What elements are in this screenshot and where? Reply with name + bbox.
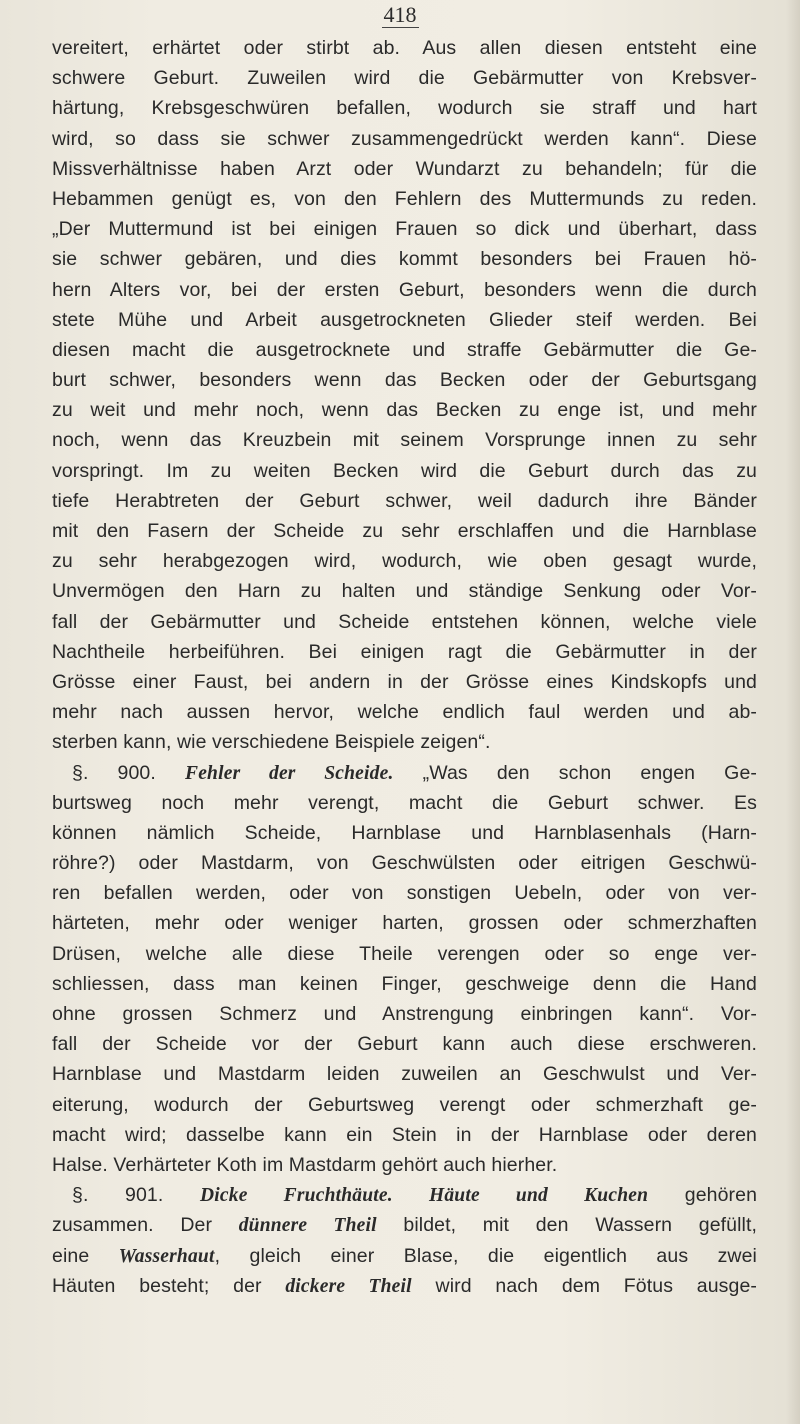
text-line <box>52 184 757 214</box>
text-run: härtung, Krebsgeschwüren befallen, wodurch sie straff und hart <box>52 97 757 120</box>
text-line <box>52 576 757 606</box>
text-run: sterben kann, wie verschiedene Beispiele zeigen“. <box>52 731 491 754</box>
text-run: ren befallen werden, oder von sonstigen Uebeln, oder von ver- <box>52 882 757 905</box>
text-run: härteten, mehr oder weniger harten, grossen oder schmerzhaften <box>52 912 757 935</box>
text-run: gehören <box>648 1184 758 1207</box>
text-line <box>52 365 757 395</box>
text-line <box>52 154 757 184</box>
text-line <box>52 607 757 637</box>
text-line <box>52 818 757 848</box>
text-line <box>52 637 757 667</box>
text-line <box>52 244 757 274</box>
text-run: Harnblase und Mastdarm leiden zuweilen an Geschwulst und Ver- <box>52 1063 757 1086</box>
text-run: eine <box>52 1244 119 1267</box>
text-line <box>52 1241 757 1271</box>
text-line <box>52 1029 757 1059</box>
text-run: Drüsen, welche alle diese Theile verengen oder so enge ver- <box>52 942 757 965</box>
text-line <box>52 999 757 1029</box>
text-run: mehr nach aussen hervor, welche endlich faul werden und ab- <box>52 701 757 724</box>
text-run: stete Mühe und Arbeit ausgetrockneten Glieder steif werden. Bei <box>52 308 757 331</box>
text-line <box>52 908 757 938</box>
page-number <box>0 2 800 28</box>
text-line <box>52 124 757 154</box>
text-line <box>52 33 757 63</box>
text-run: burtsweg noch mehr verengt, macht die Geburt schwer. Es <box>52 791 757 814</box>
text-run: Missverhältnisse haben Arzt oder Wundarzt zu behandeln; für die <box>52 157 757 180</box>
text-run: bildet, mit den Wassern gefüllt, <box>376 1214 757 1237</box>
scan-edge-shadow <box>786 0 800 1424</box>
text-run: vorspringt. Im zu weiten Becken wird die Geburt durch das zu <box>52 459 757 482</box>
body-text <box>52 33 757 1301</box>
text-line <box>52 878 757 908</box>
text-line <box>52 667 757 697</box>
text-run: §. 901. <box>72 1184 200 1207</box>
text-run: hern Alters vor, bei der ersten Geburt, besonders wenn die durch <box>52 278 757 301</box>
text-run: fall der Scheide vor der Geburt kann auch diese erschweren. <box>52 1033 757 1056</box>
text-line <box>52 395 757 425</box>
text-run: röhre?) oder Mastdarm, von Geschwülsten oder eitrigen Geschwü- <box>52 852 757 875</box>
text-line <box>52 1180 757 1210</box>
text-line <box>52 335 757 365</box>
text-line <box>52 214 757 244</box>
text-run: zu weit und mehr noch, wenn das Becken zu enge ist, und mehr <box>52 399 757 422</box>
text-run: Grösse einer Faust, bei andern in der Grösse eines Kindskopfs und <box>52 670 757 693</box>
text-line <box>52 275 757 305</box>
text-line <box>52 1120 757 1150</box>
text-run: eiterung, wodurch der Geburtsweg verengt oder schmerzhaft ge- <box>52 1093 757 1116</box>
text-run: vereitert, erhärtet oder stirbt ab. Aus allen diesen entsteht eine <box>52 37 757 59</box>
italic-heading-text: dickere Theil <box>285 1275 412 1297</box>
text-run: Nachtheile herbeiführen. Bei einigen ragt die Gebärmutter in der <box>52 640 757 663</box>
text-line <box>52 486 757 516</box>
text-run: Häuten besteht; der <box>52 1274 286 1297</box>
text-line <box>52 1059 757 1089</box>
text-run: zu sehr herabgezogen wird, wodurch, wie oben gesagt wurde, <box>52 550 757 573</box>
text-run: sie schwer gebären, und dies kommt besonders bei Frauen hö- <box>52 248 757 271</box>
italic-heading-text: Fehler der Scheide. <box>184 762 394 784</box>
text-line <box>52 305 757 335</box>
text-line <box>52 93 757 123</box>
text-run: §. 900. <box>72 761 185 784</box>
text-run: tiefe Herabtreten der Geburt schwer, weil dadurch ihre Bänder <box>52 489 757 512</box>
text-run: fall der Gebärmutter und Scheide entstehen können, welche viele <box>52 610 757 633</box>
text-line <box>52 1090 757 1120</box>
text-run: schwere Geburt. Zuweilen wird die Gebärmutter von Krebsver- <box>52 67 757 90</box>
page-number-text: 418 <box>383 2 417 27</box>
text-line <box>52 727 757 757</box>
text-run: ohne grossen Schmerz und Anstrengung einbringen kann“. Vor- <box>52 1003 757 1025</box>
text-line <box>52 939 757 969</box>
text-run: , gleich einer Blase, die eigentlich aus zwei <box>214 1244 757 1267</box>
text-run: noch, wenn das Kreuzbein mit seinem Vorsprunge innen zu sehr <box>52 429 757 452</box>
text-line <box>52 456 757 486</box>
text-line <box>52 788 757 818</box>
text-run: „Der Muttermund ist bei einigen Frauen so dick und überhart, dass <box>52 218 757 241</box>
text-line <box>52 546 757 576</box>
text-line <box>52 516 757 546</box>
text-run: schliessen, dass man keinen Finger, geschweige denn die Hand <box>52 972 757 995</box>
text-run: mit den Fasern der Scheide zu sehr erschlaffen und die Harnblase <box>52 520 757 542</box>
text-line <box>52 1150 757 1180</box>
text-line <box>52 969 757 999</box>
text-run: können nämlich Scheide, Harnblase und Harnblasenhals (Harn- <box>52 821 757 844</box>
text-run: Unvermögen den Harn zu halten und ständige Senkung oder Vor- <box>52 580 757 603</box>
text-run: „Was den schon engen Ge- <box>393 761 757 784</box>
text-line <box>52 697 757 727</box>
text-run: zusammen. Der <box>52 1214 239 1237</box>
text-line <box>52 848 757 878</box>
italic-heading-text: dünnere Theil <box>238 1215 377 1237</box>
text-line <box>52 1271 757 1301</box>
text-run: macht wird; dasselbe kann ein Stein in der Harnblase oder deren <box>52 1123 757 1146</box>
text-line <box>52 425 757 455</box>
text-run: Halse. Verhärteter Koth im Mastdarm gehört auch hierher. <box>52 1153 558 1176</box>
italic-heading-text: Dicke Fruchthäute. Häute und Kuchen <box>199 1185 649 1207</box>
text-run: wird, so dass sie schwer zusammengedrückt werden kann“. Diese <box>52 127 757 150</box>
text-run: diesen macht die ausgetrocknete und straffe Gebärmutter die Ge- <box>52 338 757 361</box>
italic-heading-text: Wasserhaut <box>118 1245 215 1267</box>
text-line <box>52 758 757 788</box>
text-line <box>52 63 757 93</box>
text-line <box>52 1210 757 1240</box>
text-run: burt schwer, besonders wenn das Becken oder der Geburtsgang <box>52 369 757 392</box>
text-run: Hebammen genügt es, von den Fehlern des Muttermunds zu reden. <box>52 187 757 210</box>
text-run: wird nach dem Fötus ausge- <box>411 1274 758 1297</box>
